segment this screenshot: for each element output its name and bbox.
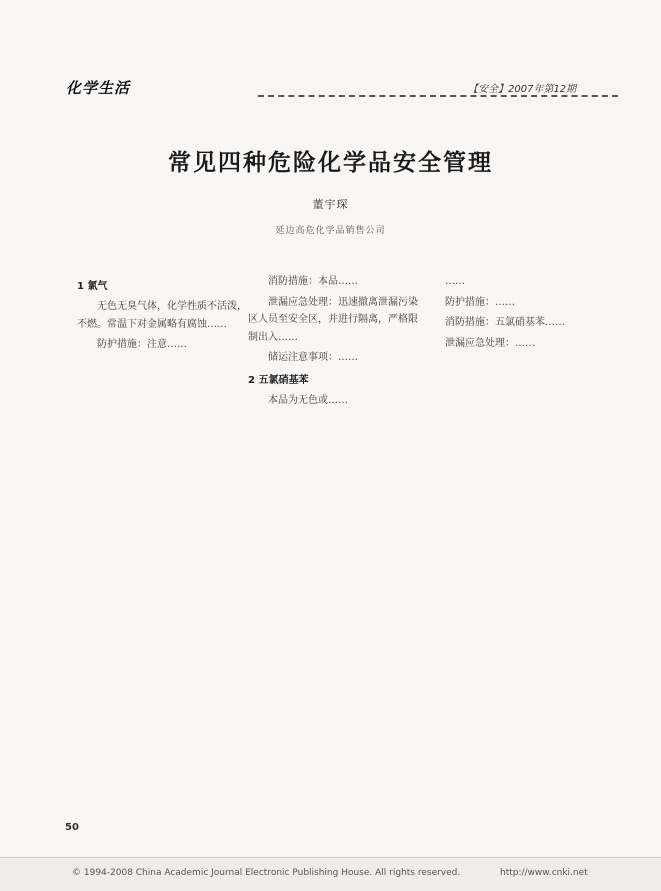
author-affiliation: 延边高危化学品销售公司 xyxy=(275,226,386,236)
journal-logo: 化学生活 xyxy=(66,79,131,97)
paragraph: 本品为无色或…… xyxy=(268,394,348,406)
page-number: 50 xyxy=(65,822,79,833)
article-author: 董宇琛 xyxy=(312,198,349,211)
text-column-1 xyxy=(77,273,247,357)
paragraph: 泄漏应急处理：迅速撤离泄漏污染区人员至安全区，并进行隔离，严格限制出入…… xyxy=(248,296,418,343)
section-heading: 1 氯气 xyxy=(77,281,108,292)
masthead xyxy=(58,73,598,99)
paragraph: …… xyxy=(445,276,465,287)
section-heading: 2 五氯硝基苯 xyxy=(248,374,309,386)
issue-info: 【安全】2007年第12期 xyxy=(468,84,577,95)
article-title: 常见四种危险化学品安全管理 xyxy=(168,150,493,176)
paragraph: 消防措施：五氯硝基苯…… xyxy=(445,317,565,328)
footer-copyright: © 1994-2008 China Academic Journal Electronic Publishing House. All rights reserved. xyxy=(72,868,461,878)
text-column-2 xyxy=(248,273,418,412)
paragraph: 防护措施：注意…… xyxy=(97,339,187,350)
masthead-divider xyxy=(258,95,618,97)
footer xyxy=(0,857,661,891)
paragraph: 储运注意事项：…… xyxy=(268,352,358,363)
paragraph: 防护措施：…… xyxy=(445,296,515,308)
text-column-3 xyxy=(425,273,595,355)
paragraph: 无色无臭气体，化学性质不活泼，不燃。常温下对金属略有腐蚀…… xyxy=(77,301,247,330)
paragraph: 泄漏应急处理：…… xyxy=(445,337,535,349)
paragraph: 消防措施：本品…… xyxy=(268,276,358,287)
footer-url: http://www.cnki.net xyxy=(500,868,588,878)
